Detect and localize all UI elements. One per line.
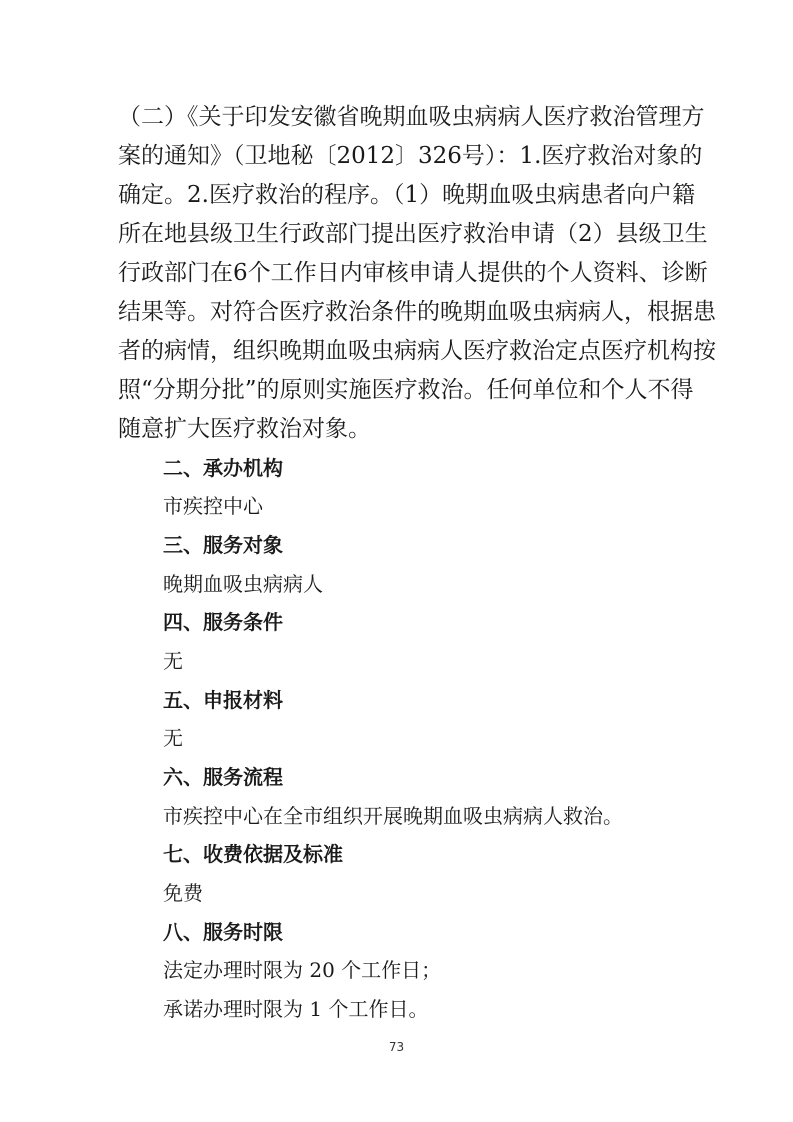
intro-line: 者的病情，组织晚期血吸虫病病人医疗救治定点医疗机构按 [118,338,716,364]
page-number: 73 [388,1040,405,1054]
section-heading-service-conditions: 四、服务条件 [163,610,283,634]
intro-line: 所在地县级卫生行政部门提出医疗救治申请（2）县级卫生 [118,221,708,247]
section-text: 晚期血吸虫病病人 [163,572,323,596]
intro-line: 案的通知》（卫地秘〔2012〕326号）：1.医疗救治对象的 [118,143,703,169]
section-heading-fee-basis: 七、收费依据及标准 [163,842,343,866]
section-text: 市疾控中心 [163,494,263,518]
section-heading-undertaking-agency: 二、承办机构 [163,456,283,480]
intro-line: （二）《关于印发安徽省晚期血吸虫病病人医疗救治管理方 [118,104,705,130]
section-text: 无 [163,726,183,750]
section-heading-application-materials: 五、申报材料 [163,688,283,712]
section-text: 无 [163,649,183,673]
section-text: 市疾控中心在全市组织开展晚期血吸虫病病人救治。 [163,804,623,828]
section-text: 法定办理时限为 20 个工作日； [163,958,442,982]
section-text: 免费 [163,881,203,905]
intro-line: 结果等。对符合医疗救治条件的晚期血吸虫病病人，根据患 [118,299,716,325]
intro-line: 确定。2.医疗救治的程序。（1）晚期血吸虫病患者向户籍 [118,182,696,208]
intro-line: 照“分期分批”的原则实施医疗救治。任何单位和个人不得 [118,377,694,403]
section-heading-service-process: 六、服务流程 [163,765,283,789]
section-heading-service-time-limit: 八、服务时限 [163,920,283,944]
intro-line: 行政部门在6个工作日内审核申请人提供的个人资料、诊断 [118,260,708,286]
intro-line: 随意扩大医疗救治对象。 [118,416,371,442]
section-heading-service-target: 三、服务对象 [163,533,283,557]
section-text: 承诺办理时限为 1 个工作日。 [163,997,429,1021]
